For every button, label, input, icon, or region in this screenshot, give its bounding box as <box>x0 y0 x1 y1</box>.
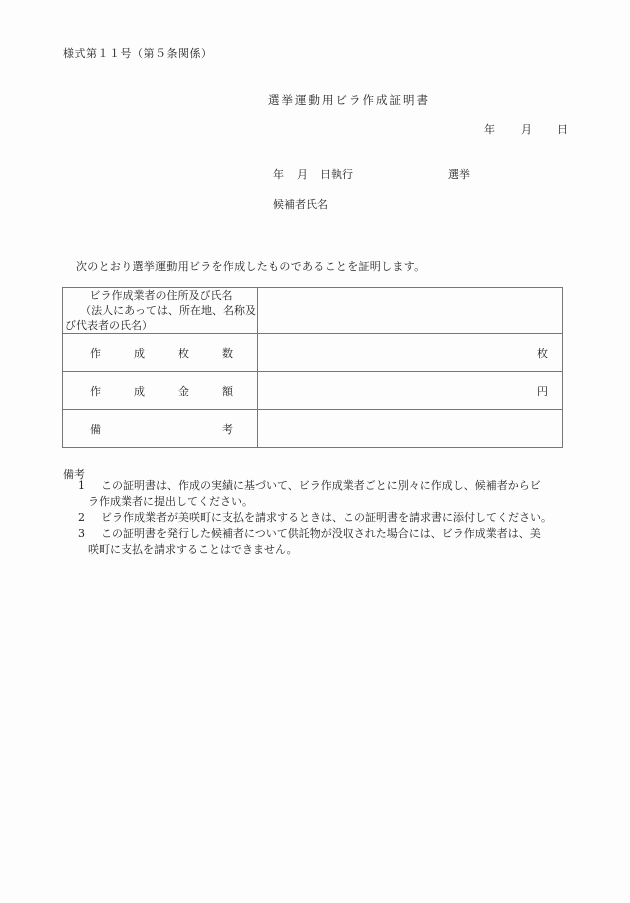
printer-address-name-label <box>63 288 258 334</box>
note-item <box>76 478 568 510</box>
note-continuation: 咲町に支払を請求することはできません。 <box>88 543 298 556</box>
note-item <box>76 526 568 558</box>
label-char: 数 <box>222 346 233 360</box>
label-char: 額 <box>222 384 233 398</box>
note-item <box>76 510 568 526</box>
exec-year-label: 年 <box>273 168 284 181</box>
note-number: 1 <box>78 479 85 492</box>
label-char: 枚 <box>178 346 189 360</box>
label-char: 作 <box>90 346 101 360</box>
date-month-label: 月 <box>521 123 532 136</box>
note-continuation: ラ作成業者に提出してください。 <box>88 495 253 508</box>
label-line-3: び代表者の氏名） <box>65 319 153 332</box>
table-row-quantity <box>63 334 563 372</box>
amount-field[interactable] <box>258 372 563 410</box>
candidate-name-label: 候補者氏名 <box>273 198 328 211</box>
table-row-amount <box>63 372 563 410</box>
exec-month-label: 月 <box>297 168 308 181</box>
label-char: 金 <box>178 384 189 398</box>
label-char: 考 <box>222 422 233 436</box>
certification-statement: 次のとおり選挙運動用ビラを作成したものであることを証明します。 <box>76 260 426 273</box>
quantity-field[interactable] <box>258 334 563 372</box>
label-char: 作 <box>90 384 101 398</box>
label-char: 成 <box>134 384 145 398</box>
note-text: ビラ作成業者が美咲町に支払を請求するときは、この証明書を請求書に添付してください。 <box>101 511 552 524</box>
date-year-label: 年 <box>484 123 495 136</box>
quantity-unit: 枚 <box>537 346 548 360</box>
label-char: 備 <box>90 422 101 436</box>
note-number: 3 <box>78 527 85 540</box>
date-day-label: 日 <box>557 123 568 136</box>
remarks-field[interactable] <box>258 410 563 448</box>
note-text: この証明書を発行した候補者について供託物が没収された場合には、ビラ作成業者は、美 <box>101 527 541 540</box>
note-number: 2 <box>78 511 85 524</box>
quantity-label <box>63 334 258 372</box>
printer-address-name-field[interactable] <box>258 288 563 334</box>
label-line-1: ビラ作成業者の住所及び氏名 <box>89 289 233 302</box>
label-line-2: （法人にあっては、所在地、名称及 <box>80 304 256 317</box>
election-label: 選挙 <box>448 168 470 181</box>
amount-label <box>63 372 258 410</box>
table-row-remarks <box>63 410 563 448</box>
label-char: 成 <box>134 346 145 360</box>
table-row-printer <box>63 288 563 334</box>
notes-heading: 備考 <box>63 468 85 481</box>
note-text: この証明書は、作成の実績に基づいて、ビラ作成業者ごとに別々に作成し、候補者からビ <box>101 479 541 492</box>
exec-day-label: 日執行 <box>320 168 353 181</box>
amount-unit: 円 <box>537 384 548 398</box>
certificate-table <box>62 287 563 448</box>
remarks-label <box>63 410 258 448</box>
form-number: 様式第１１号（第５条関係） <box>63 47 213 60</box>
document-title: 選挙運動用ビラ作成証明書 <box>268 93 430 107</box>
